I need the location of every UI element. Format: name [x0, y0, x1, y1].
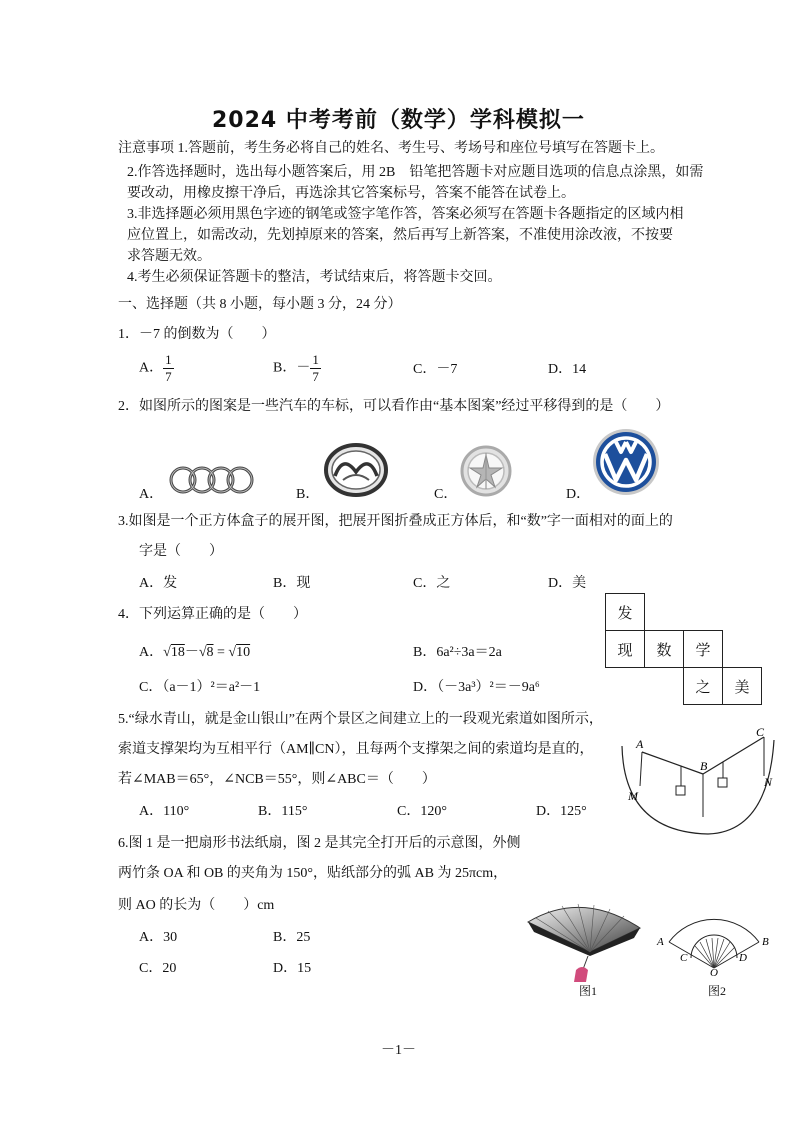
notes-line-1: 注意事项 1.答题前，考生务必将自己的姓名、考生号、考场号和座位号填写在答题卡上。 — [118, 141, 664, 156]
ropeway-label-a: A — [636, 737, 644, 751]
q3-stem-line-1: 3.如图是一个正方体盒子的展开图，把展开图折叠成正方体后，和“数”字一面相对的面上的 — [118, 514, 673, 529]
q5-stem-line-2: 索道支撑架均为互相平行（AM∥CN），且每两个支撑架之间的索道均是直的， — [118, 742, 594, 757]
notes-line-2b: 要改动，用橡皮擦干净后，再选涂其它答案标号，答案不能答在试卷上。 — [127, 186, 575, 201]
q4-stem: 4．下列运算正确的是（ ） — [118, 607, 307, 622]
q2-stem: 2．如图所示的图案是一些汽车的车标，可以看作由“基本图案”经过平移得到的是（ ） — [118, 399, 670, 414]
q6-stem-line-2: 两竹条 OA 和 OB 的夹角为 150°，贴纸部分的弧 AB 为 25πcm， — [118, 866, 508, 881]
q3-option-a: A．发 — [139, 576, 178, 591]
q4-option-b: B．6a²÷3a＝2a — [413, 645, 502, 660]
q1-stem: 1．－7 的倒数为（ ） — [118, 327, 276, 342]
fan-label-d: D — [739, 952, 747, 964]
volkswagen-logo-icon — [592, 428, 660, 496]
audi-logo-icon — [168, 465, 256, 495]
q6-option-d: D．15 — [273, 961, 312, 976]
fan-label-c: C — [680, 952, 688, 964]
q6-option-c: C．20 — [139, 961, 177, 976]
q6-option-a: A．30 — [139, 930, 178, 945]
net-cell-xian: 现 — [606, 631, 645, 668]
figure-2-caption: 图2 — [708, 984, 727, 998]
notes-line-3a: 3.非选择题必须用黑色字迹的钢笔或签字笔作答，答案必须写在答题卡各题指定的区域内相 — [127, 207, 684, 222]
fan-label-b: B — [762, 936, 769, 948]
notes-line-2a: 2.作答选择题时，选出每小题答案后，用 2B 铅笔把答题卡对应题目选项的信息点涂黑，如需 — [127, 165, 704, 180]
page-number: －1－ — [381, 1043, 416, 1058]
notes-line-4: 4.考生必须保证答题卡的整洁，考试结束后，将答题卡交回。 — [127, 270, 502, 285]
section-heading: 一、选择题（共 8 小题，每小题 3 分，24 分） — [118, 297, 402, 312]
q1-option-a-label: A． — [139, 360, 164, 376]
q1-option-a-fraction: $\frac{1}{7}$ — [165, 352, 172, 384]
figure-1-caption: 图1 — [579, 984, 598, 998]
q3-option-d: D．美 — [548, 576, 587, 591]
notes-line-3c: 求答题无效。 — [127, 249, 211, 264]
star-logo-icon — [459, 445, 513, 497]
q6-stem-line-3: 则 AO 的长为（ ）cm — [118, 898, 275, 913]
q3-stem-line-2: 字是（ ） — [139, 544, 223, 559]
notes-line-3b: 应位置上，如需改动，先划掉原来的答案，然后再写上新答案，不准使用涂改液，不按要 — [127, 228, 673, 243]
mazda-logo-icon — [323, 442, 389, 498]
q3-option-c: C．之 — [413, 576, 451, 591]
ropeway-diagram — [618, 722, 778, 840]
ropeway-label-b: B — [700, 759, 708, 773]
q2-option-d-label: D． — [566, 487, 591, 502]
q4-option-c: C．（a－1）²＝a²－1 — [139, 680, 261, 695]
folding-fan-image — [526, 898, 642, 984]
q5-option-c: C．120° — [397, 804, 447, 819]
page-title: 2024 中考考前（数学）学科模拟一 — [212, 108, 585, 133]
net-cell-shu: 数 — [645, 631, 684, 668]
q5-option-b: B．115° — [258, 804, 308, 819]
net-cell-fa: 发 — [606, 594, 645, 631]
fan-label-a: A — [657, 936, 664, 948]
cube-net — [605, 593, 762, 705]
net-cell-mei: 美 — [723, 668, 762, 705]
q1-option-c: C．－7 — [413, 362, 458, 377]
q2-option-b-label: B． — [296, 487, 320, 502]
q3-option-b: B．现 — [273, 576, 311, 591]
q6-stem-line-1: 6.图 1 是一把扇形书法纸扇，图 2 是其完全打开后的示意图，外侧 — [118, 836, 521, 851]
net-cell-zhi: 之 — [684, 668, 723, 705]
q5-option-a: A．110° — [139, 804, 190, 819]
q1-option-d: D．14 — [548, 362, 587, 377]
q1-option-b — [273, 352, 321, 385]
q1-option-b-label: B．－ — [273, 360, 311, 376]
ropeway-label-c: C — [756, 725, 765, 739]
fan-schematic-diagram — [655, 906, 773, 979]
ropeway-label-m: M — [628, 789, 638, 803]
ropeway-label-n: N — [764, 775, 773, 789]
q6-option-b: B．25 — [273, 930, 311, 945]
q5-option-d: D．125° — [536, 804, 587, 819]
q2-option-c-label: C． — [434, 487, 458, 502]
fan-label-o: O — [710, 967, 718, 979]
q2-option-a-label: A． — [139, 487, 164, 502]
q1-option-b-fraction: $\frac{1}{7}$ — [312, 352, 319, 384]
q5-stem-line-1: 5.“绿水青山，就是金山银山”在两个景区之间建立上的一段观光索道如图所示， — [118, 712, 603, 727]
net-cell-xue: 学 — [684, 631, 723, 668]
q4-option-d: D．（－3a³）²＝－9a⁶ — [413, 680, 540, 695]
q4-option-a: A．√18－√8 = √10 — [139, 645, 251, 660]
q1-option-a — [139, 352, 174, 385]
q5-stem-line-3: 若∠MAB＝65°，∠NCB＝55°，则∠ABC＝（ ） — [118, 772, 436, 787]
